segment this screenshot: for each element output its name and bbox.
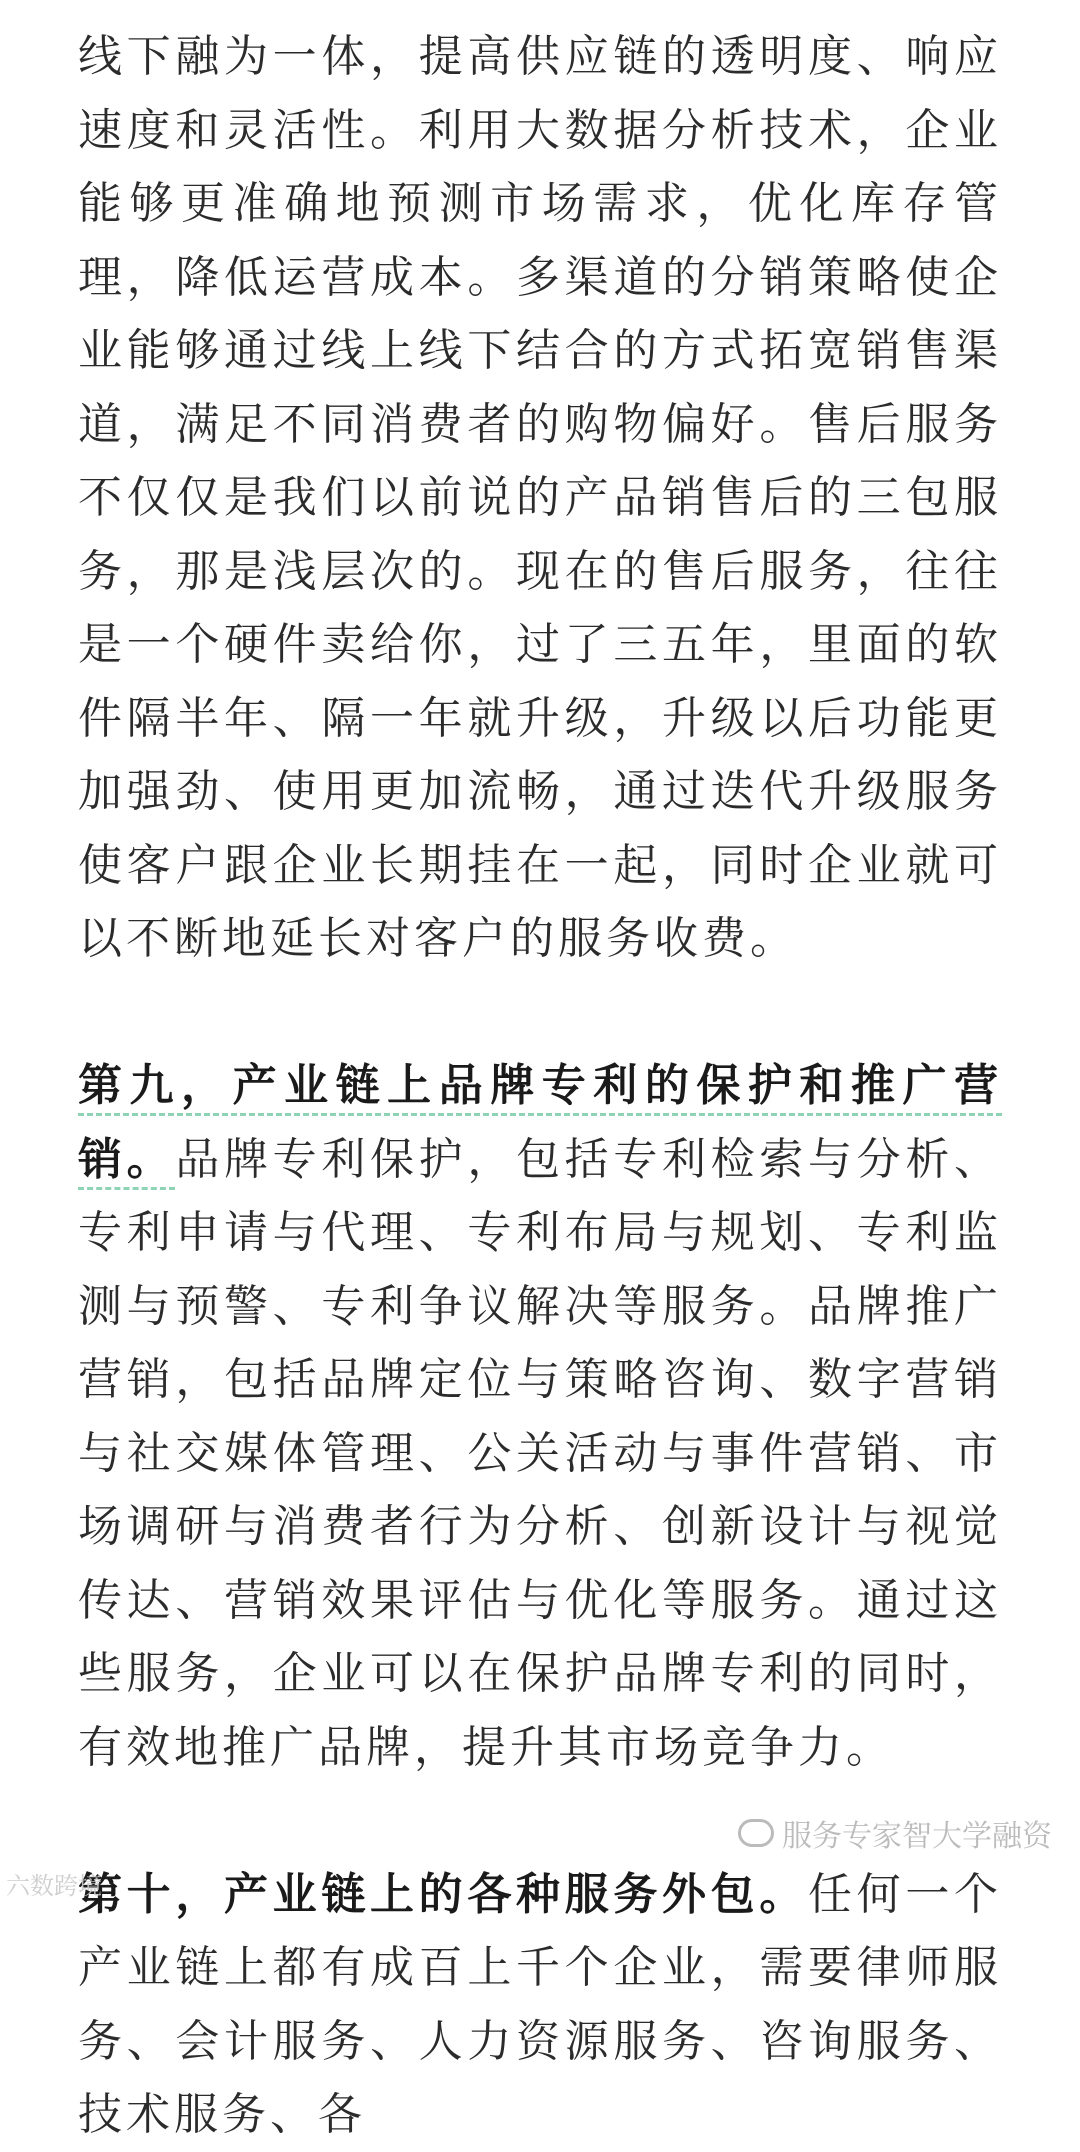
watermark-right-text: 服务专家智大学融资: [782, 1819, 1052, 1854]
paragraph-supply-chain: [78, 20, 1002, 976]
paragraph-brand-patent: [78, 1049, 1002, 1784]
watermark-right: [738, 1811, 1052, 1855]
watermark-left-text: 六数跨境: [6, 1872, 102, 1900]
paragraph-text: 任何一个产业链上都有成百上千个企业，需要律师服务、会计服务、人力资源服务、咨询服务、技术服务、各: [78, 1868, 1002, 2140]
section-heading-nine[interactable]: 第九，产业链上品牌专利的保护和推广营销。: [78, 1060, 1002, 1190]
paragraph-text: 线下融为一体，提高供应链的透明度、响应速度和灵活性。利用大数据分析技术，企业能够更准确地预测市场需求，优化库存管理，降低运营成本。多渠道的分销策略使企业能够通过线上线下结合的方式拓宽销售渠道，满足不同消费者的购物偏好。售后服务不仅仅是我们以前说的产品销售后的三包服务，那是浅层次的。现在的售后服务，往往是一个硬件卖给你，过了三五年，里面的软件隔半年、隔一年就升级，升级以后功能更加强劲、使用更加流畅，通过迭代升级服务使客户跟企业长期挂在一起，同时企业就可以不断地延长对客户的服务收费。: [78, 31, 1002, 964]
wechat-icon: [738, 1819, 774, 1847]
paragraph-outsourcing: [78, 1858, 1002, 2152]
watermark-left: [6, 1866, 102, 1901]
paragraph-text: 品牌专利保护，包括专利检索与分析、专利申请与代理、专利布局与规划、专利监测与预警、专利争议解决等服务。品牌推广营销，包括品牌定位与策略咨询、数字营销与社交媒体管理、公关活动与事件营销、市场调研与消费者行为分析、创新设计与视觉传达、营销效果评估与优化等服务。通过这些服务，企业可以在保护品牌专利的同时，有效地推广品牌，提升其市场竞争力。: [78, 1133, 1003, 1773]
paragraph-gap: [78, 976, 1002, 1050]
section-heading-ten: 第十，产业链上的各种服务外包。: [78, 1868, 808, 1920]
